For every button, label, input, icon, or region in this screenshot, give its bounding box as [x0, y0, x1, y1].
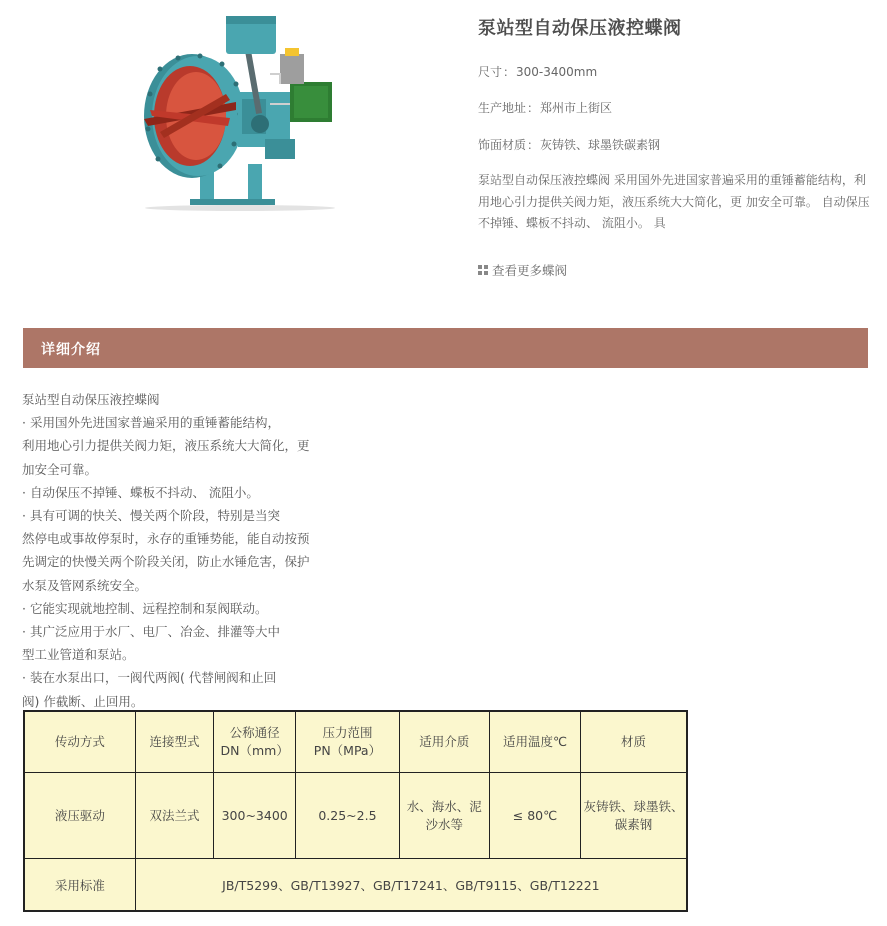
detail-line: · 具有可调的快关、慢关两个阶段，特别是当突 [22, 508, 280, 524]
origin-separator: ： [527, 101, 540, 115]
detail-line: · 它能实现就地控制、远程控制和泵阀联动。 [22, 600, 268, 616]
size-label: 尺寸 [478, 65, 503, 79]
detail-line: · 自动保压不掉锤、蝶板不抖动、 流阻小。 [22, 484, 259, 500]
detail-line: 水泵及管网系统安全。 [22, 577, 148, 593]
spec-header-cell: 材质 [581, 711, 687, 772]
spec-header-cell: 适用介质 [399, 711, 489, 772]
spec-cell: 0.25~2.5 [296, 772, 399, 859]
detail-line: 然停电或事故停泵时，永存的重锤势能，能自动按预 [22, 531, 310, 547]
size-separator: ： [503, 65, 516, 79]
more-link-label[interactable]: 查看更多蝶阀 [492, 263, 568, 278]
spec-standard-row [24, 859, 687, 911]
detail-line: 加安全可靠。 [22, 461, 98, 477]
spec-header-cell: 公称通径 DN（mm） [214, 711, 296, 772]
detail-line: 型工业管道和泵站。 [22, 647, 135, 663]
spec-table [23, 710, 688, 912]
origin-label: 生产地址 [478, 101, 527, 115]
material-label: 饰面材质 [478, 138, 527, 152]
more-butterfly-valves-link[interactable] [478, 261, 567, 279]
size-attribute [478, 63, 597, 80]
detail-line: · 装在水泵出口，一阀代两阀( 代替闸阀和止回 [22, 670, 277, 686]
grid-icon [478, 265, 488, 275]
origin-value: 郑州市上街区 [540, 101, 613, 115]
spec-header-cell: 压力范围 PN（MPa） [296, 711, 399, 772]
detail-body [22, 388, 342, 713]
detail-section-header [23, 328, 868, 368]
spec-cell: 300~3400 [214, 772, 296, 859]
product-image [130, 14, 340, 212]
material-attribute [478, 136, 660, 153]
spec-header-cell: 适用温度℃ [489, 711, 580, 772]
detail-line: · 采用国外先进国家普遍采用的重锤蓄能结构， [22, 415, 280, 431]
material-separator: ： [527, 138, 540, 152]
detail-line: 先调定的快慢关两个阶段关闭，防止水锤危害，保护 [22, 554, 310, 570]
spec-header-cell: 连接型式 [135, 711, 213, 772]
spec-cell: 灰铸铁、球墨铁、 碳素钢 [581, 772, 687, 859]
detail-heading: 详细介绍 [41, 342, 101, 358]
product-description: 泵站型自动保压液控蝶阀 采用国外先进国家普遍采用的重锤蓄能结构，利用地心引力提供关阀力矩，液压系统大大简化，更 加安全可靠。 自动保压不掉锤、蝶板不抖动、 流阻小。 具 [478, 173, 870, 230]
spec-cell: ≤ 80℃ [489, 772, 580, 859]
material-value: 灰铸铁、球墨铁碳素钢 [540, 138, 661, 152]
detail-line: 泵站型自动保压液控蝶阀 [22, 392, 160, 407]
origin-attribute [478, 99, 612, 116]
spec-data-row [24, 772, 687, 859]
butterfly-valve-illustration [130, 14, 340, 212]
detail-line: 利用地心引力提供关阀力矩，液压系统大大简化，更 [22, 438, 310, 454]
detail-line: 阀) 作截断、止回用。 [22, 693, 144, 709]
spec-cell: 双法兰式 [135, 772, 213, 859]
detail-line: · 其广泛应用于水厂、电厂、冶金、排灌等大中 [22, 624, 280, 640]
product-title: 泵站型自动保压液控蝶阀 [478, 18, 682, 39]
spec-header-cell: 传动方式 [24, 711, 135, 772]
standard-label-cell: 采用标准 [24, 859, 135, 911]
size-value: 300-3400mm [516, 65, 598, 79]
spec-header-row [24, 711, 687, 772]
spec-cell: 液压驱动 [24, 772, 135, 859]
standard-value-cell: JB/T5299、GB/T13927、GB/T17241、GB/T9115、GB/T12221 [135, 859, 687, 911]
spec-cell: 水、海水、泥 沙水等 [399, 772, 489, 859]
